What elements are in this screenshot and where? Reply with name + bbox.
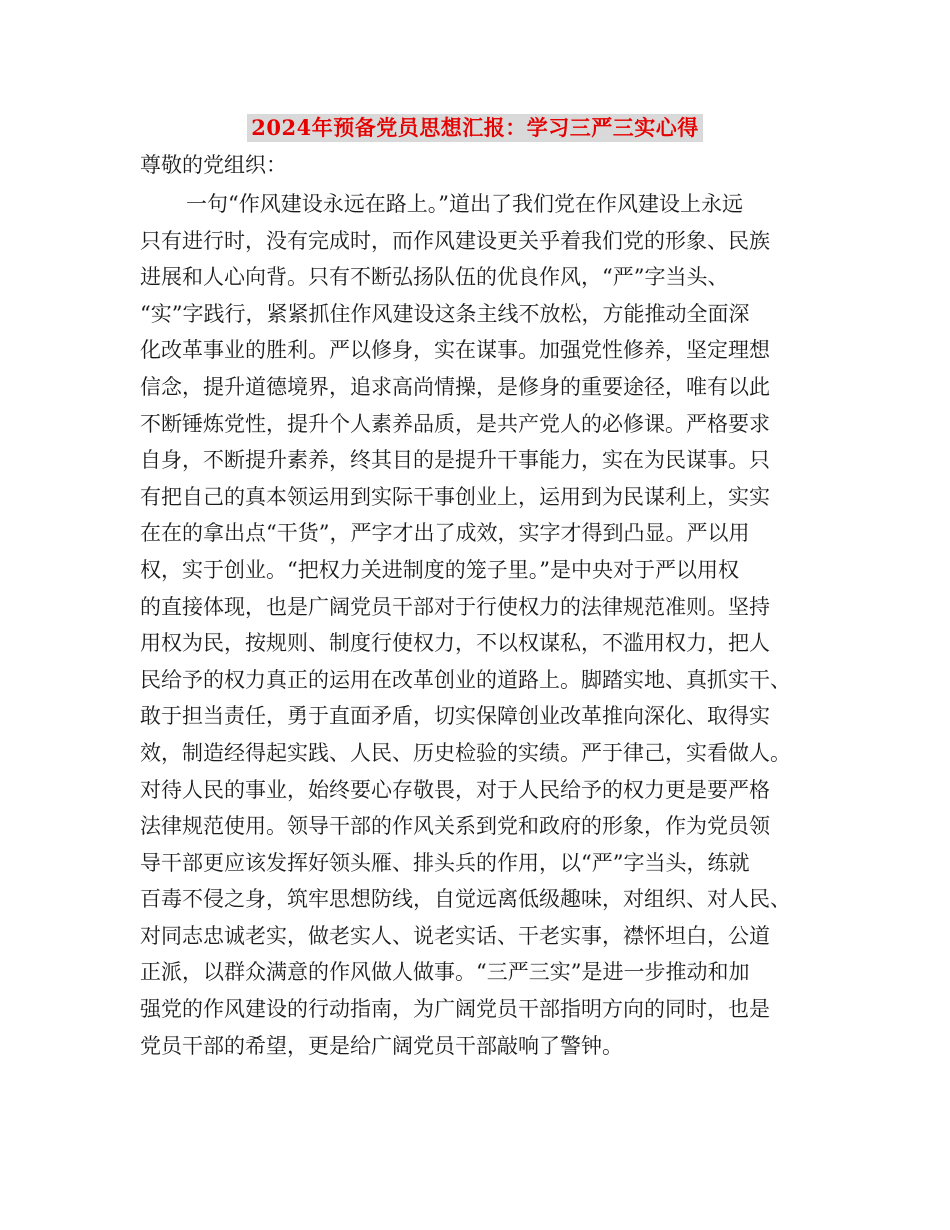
body-line: 对同志忠诚老实，做老实人、说老实话、干老实事，襟怀坦白，公道 — [140, 923, 770, 948]
body-line: 强党的作风建设的行动指南，为广阔党员干部指明方向的同时，也是 — [140, 997, 770, 1022]
body-line: 用权为民，按规则、制度行使权力，不以权谋私，不滥用权力，把人 — [140, 631, 770, 656]
salutation: 尊敬的党组织： — [140, 153, 287, 177]
body-line: 民给予的权力真正的运用在改革创业的道路上。脚踏实地、真抓实干、 — [140, 667, 791, 692]
title-container — [0, 114, 950, 142]
body-line: “实”字践行，紧紧抓住作风建设这条主线不放松，方能推动全面深 — [140, 301, 750, 326]
body-line: 敢于担当责任，勇于直面矛盾，切实保障创业改革推向深化、取得实 — [140, 704, 770, 729]
body-line: 不断锤炼党性，提升个人素养品质，是共产党人的必修课。严格要求 — [140, 411, 770, 436]
body-line: 党员干部的希望，更是给广阔党员干部敲响了警钟。 — [140, 1033, 623, 1058]
body-line: 一句“作风建设永远在路上。”道出了我们党在作风建设上永远 — [186, 192, 743, 216]
body-line: 权，实于创业。“把权力关进制度的笼子里。”是中央对于严以用权 — [140, 557, 739, 582]
body-line: 正派，以群众满意的作风做人做事。“三严三实”是进一步推动和加 — [140, 960, 750, 985]
body-line: 化改革事业的胜利。严以修身，实在谋事。加强党性修养，坚定理想 — [140, 338, 770, 363]
body-line: 信念，提升道德境界，追求高尚情操，是修身的重要途径，唯有以此 — [140, 374, 770, 399]
body-line: 在在的拿出点“干货”，严字才出了成效，实字才得到凸显。严以用 — [140, 521, 750, 546]
body-line: 对待人民的事业，始终要心存敬畏，对于人民给予的权力更是要严格 — [140, 777, 770, 802]
body-line: 法律规范使用。领导干部的作风关系到党和政府的形象，作为党员领 — [140, 814, 770, 839]
body-line: 百毒不侵之身，筑牢思想防线，自觉远离低级趣味，对组织、对人民、 — [140, 887, 791, 912]
body-line: 导干部更应该发挥好领头雁、排头兵的作用，以“严”字当头，练就 — [140, 850, 750, 875]
body-line: 效，制造经得起实践、人民、历史检验的实绩。严于律己，实看做人。 — [140, 740, 791, 765]
body-line: 只有进行时，没有完成时，而作风建设更关乎着我们党的形象、民族 — [140, 228, 770, 253]
body-line: 的直接体现，也是广阔党员干部对于行使权力的法律规范准则。坚持 — [140, 594, 770, 619]
body-line: 进展和人心向背。只有不断弘扬队伍的优良作风，“严”字当头、 — [140, 265, 729, 290]
body-line: 自身，不断提升素养，终其目的是提升干事能力，实在为民谋事。只 — [140, 448, 770, 473]
body-line: 有把自己的真本领运用到实际干事创业上，运用到为民谋利上，实实 — [140, 484, 770, 509]
document-body — [140, 186, 810, 1064]
document-title: 2024年预备党员思想汇报：学习三严三实心得 — [247, 114, 702, 142]
